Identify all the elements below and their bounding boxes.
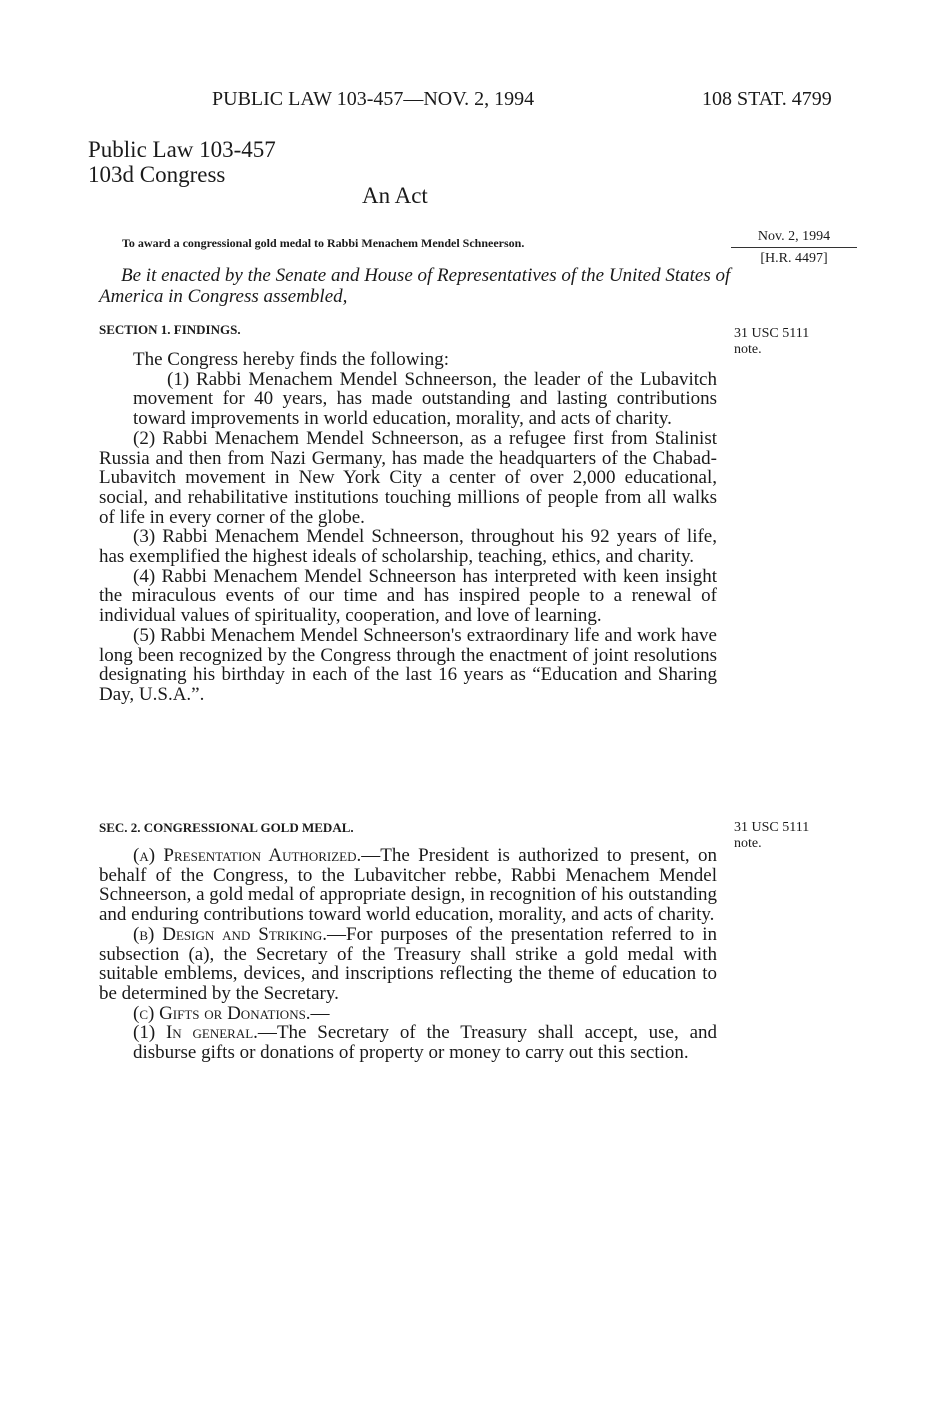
section-2-margin-note — [734, 820, 809, 852]
enactment-date: Nov. 2, 1994 — [757, 229, 831, 244]
running-title: PUBLIC LAW 103-457—NOV. 2, 1994 — [212, 88, 535, 110]
stat-page-number: 108 STAT. 4799 — [702, 88, 832, 110]
finding-5: (5) Rabbi Menachem Mendel Schneerson's extraordinary life and work have long been recognized by the Congress through the enactment of joint resolutions designating his birthday in each of the last 16 years as “Education and Sharing Day, U.S.A.”. — [99, 624, 717, 705]
section-1-heading: SECTION 1. FINDINGS. — [99, 322, 241, 337]
act-title-text: An Act — [362, 183, 428, 208]
subsection-b-text: For purposes of the presentation referred to in subsection (a), the Secretary of the Treasury shall strike a gold medal with suitable emblems, devices, and inscriptions reflecting the theme of education to be determined by the Secretary. — [99, 923, 717, 1004]
paragraph-c1-heading: (1) In general.— — [133, 1022, 277, 1044]
finding-1: (1) Rabbi Menachem Mendel Schneerson, the leader of the Lubavitch movement for 40 years, has made outstanding and lasting contributions toward improvements in world education, morality, and acts of charity. — [133, 368, 717, 430]
finding-3: (3) Rabbi Menachem Mendel Schneerson, throughout his 92 years of life, has exemplified the highest ideals of scholarship, teaching, ethics, and charity. — [99, 526, 717, 568]
section-2-note-label: note. — [734, 836, 762, 851]
paragraph-c1-text: The Secretary of the Treasury shall accept, use, and disburse gifts or donations of property or money to carry out this section. — [133, 1022, 718, 1064]
subsection-c — [99, 1004, 717, 1024]
paragraph-c1 — [99, 1023, 717, 1062]
section-2-usc-citation: 31 USC 5111 — [734, 820, 810, 835]
finding-4: (4) Rabbi Menachem Mendel Schneerson has interpreted with keen insight the miraculous events of our time and has inspired people to a renewal of individual values of spirituality, cooperation, and love of learning. — [99, 565, 717, 627]
public-law-number: Public Law 103-457 — [88, 137, 276, 162]
section-1-margin-note — [734, 326, 809, 358]
section-2-body — [99, 846, 717, 1063]
subsection-b-heading: (b) Design and Striking.— — [133, 923, 347, 945]
finding-2: (2) Rabbi Menachem Mendel Schneerson, as a refugee first from Stalinist Russia and then from Nazi Germany, has made the headquarters of the Chabad-Lubavitch movement in New York City a center of over 2,000 educational, social, and rehabilitative institutions touching millions of people from all walks of life in every corner of the globe. — [99, 427, 717, 528]
bill-number: [H.R. 4497] — [760, 251, 828, 266]
section-1-body — [99, 350, 717, 705]
section-1-usc-citation: 31 USC 5111 — [734, 326, 810, 341]
section-1-note-label: note. — [734, 342, 762, 357]
date-divider — [731, 247, 857, 248]
act-purpose: To award a congressional gold medal to Rabbi Menachem Mendel Schneerson. — [122, 236, 525, 250]
enactment-date-box — [731, 228, 857, 267]
subsection-a-heading: (a) Presentation Authorized.— — [133, 845, 381, 866]
enacting-clause: Be it enacted by the Senate and House of Representatives of the United States of America in Congress assembled, — [99, 265, 731, 307]
section-2-heading: SEC. 2. CONGRESSIONAL GOLD MEDAL. — [99, 820, 354, 835]
subsection-c-heading: (c) Gifts or Donations.— — [133, 1002, 330, 1024]
section-1-intro: The Congress hereby finds the following: — [133, 349, 450, 370]
subsection-b — [99, 925, 717, 1004]
subsection-a-text: The President is authorized to present, on behalf of the Congress, to the Lubavitcher rebbe, Rabbi Menachem Mendel Schneerson, a gold medal of appropriate design, in recognition of his outstanding and enduring contributions toward world education, morality, and acts of charity. — [99, 845, 717, 926]
subsection-a — [99, 846, 717, 925]
congress-number: 103d Congress — [88, 162, 226, 187]
